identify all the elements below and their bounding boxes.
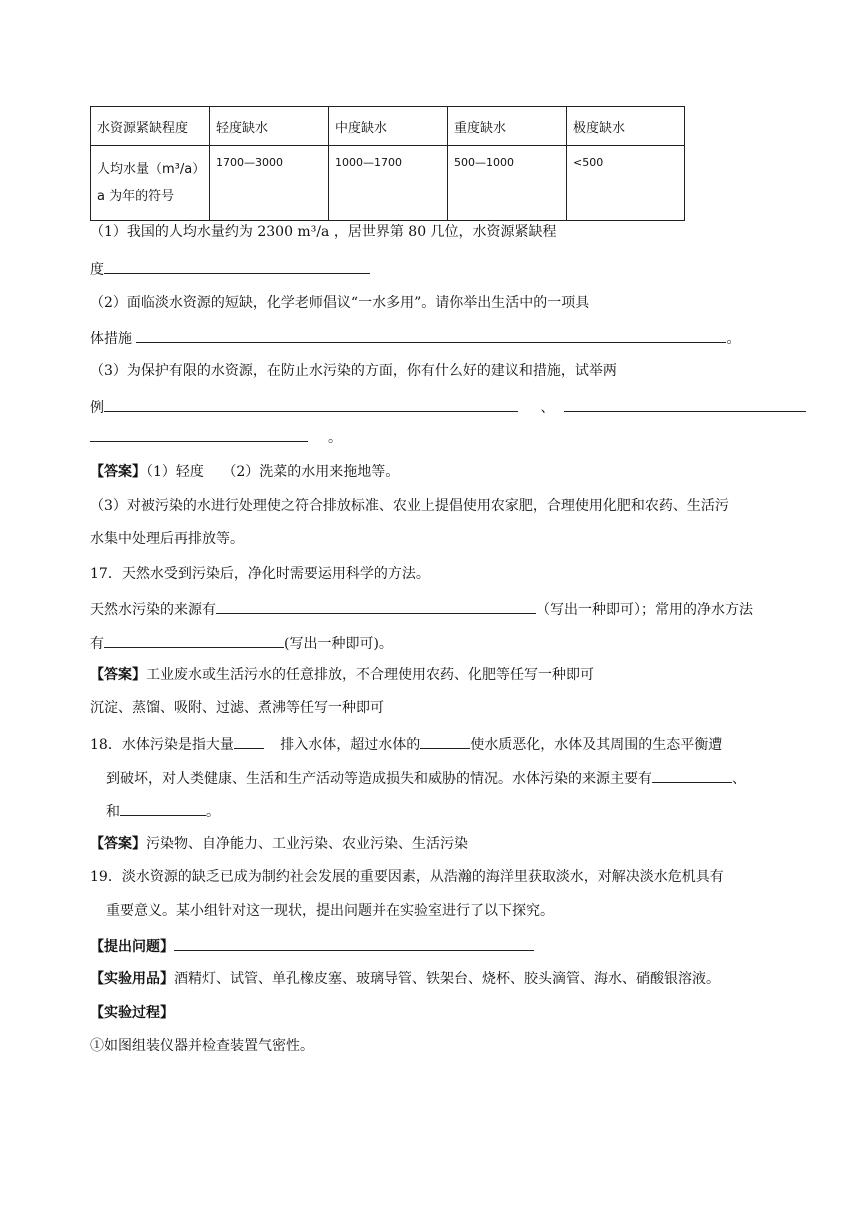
separator: 、: [540, 400, 555, 416]
q16-answer-line-2: （3）对被污染的水进行处理使之符合排放标准、农业上提倡使用农家肥，合理使用化肥和农药、生活污: [90, 498, 729, 514]
q19-question-line: [90, 935, 534, 957]
answer-blank[interactable]: [564, 396, 806, 412]
q19-step-1: ①如图组装仪器并检查装置气密性。: [90, 1038, 314, 1054]
period: 。: [726, 331, 741, 347]
q17-text: 天然水污染的来源有: [90, 602, 216, 618]
q18-line-3: [106, 800, 220, 822]
row-label-line: a 为年的符号: [97, 189, 175, 204]
q16-part2-answer-line: [90, 327, 740, 349]
table-row-label: [91, 146, 210, 221]
q16-answer: [90, 462, 399, 482]
answer-blank[interactable]: [234, 733, 264, 749]
answer-blank[interactable]: [90, 426, 308, 442]
section-label: 【实验过程】: [90, 1005, 174, 1021]
water-scarcity-table: [90, 106, 685, 221]
answer-label: 【答案】: [90, 667, 146, 683]
q19-line-1: 19．淡水资源的缺乏已成为制约社会发展的重要因素，从浩瀚的海洋里获取淡水，对解决淡水危机具有: [90, 869, 724, 885]
q16-part2-prefix: 体措施: [90, 331, 132, 347]
q18-text: 18．水体污染是指大量: [90, 737, 234, 753]
q18-text: 使水质恶化，水体及其周围的生态平衡遭: [470, 737, 723, 753]
answer-text: 工业废水或生活污水的任意排放，不合理使用农药、化肥等任写一种即可: [146, 667, 594, 683]
q16-part3-answer-line-2: [90, 426, 342, 448]
q18-line-1: [90, 733, 722, 755]
q17-answer: [90, 665, 594, 685]
q16-part2-text: （2）面临淡水资源的短缺，化学老师倡议“一水多用”。请你举出生活中的一项具: [90, 295, 590, 311]
answer-blank[interactable]: [652, 767, 732, 783]
q18-answer: [90, 834, 468, 854]
table-header-cell: 中度缺水: [329, 107, 448, 146]
answer-blank[interactable]: [104, 632, 284, 648]
q19-line-2: 重要意义。某小组针对这一现状，提出问题并在实验室进行了以下探究。: [106, 903, 554, 919]
section-label: 【实验用品】: [90, 971, 174, 987]
q16-part1-answer-line: [90, 258, 370, 280]
q16-answer-line-3: 水集中处理后再排放等。: [90, 531, 244, 547]
q18-text: 和: [106, 804, 120, 820]
answer-label: 【答案】: [90, 464, 146, 480]
answer-blank[interactable]: [136, 327, 726, 343]
period: 。: [328, 430, 342, 446]
q16-part3-text: （3）为保护有限的水资源，在防止水污染的方面，你有什么好的建议和措施，试举两: [90, 363, 617, 379]
q18-text: 、: [732, 771, 746, 787]
q16-part3-answer-line: [90, 396, 806, 418]
q16-part3-prefix: 例: [90, 400, 104, 416]
answer-blank[interactable]: [104, 258, 370, 274]
answer-label: 【答案】: [90, 836, 146, 852]
q18-text: 。: [206, 804, 220, 820]
q17-text: （写出一种即可）；常用的净水方法: [536, 602, 753, 618]
answer-blank[interactable]: [420, 733, 470, 749]
table-header-cell: 轻度缺水: [210, 107, 329, 146]
q19-process-label: [90, 1003, 174, 1023]
q19-materials: [90, 969, 720, 989]
q17-line-2: [90, 632, 393, 654]
answer-blank[interactable]: [216, 598, 536, 614]
q16-part1-suffix: 度: [90, 262, 104, 278]
table-cell: 500—1000: [448, 146, 567, 221]
table-cell: <500: [567, 146, 685, 221]
section-label: 【提出问题】: [90, 939, 174, 955]
answer-text: 污染物、自净能力、工业污染、农业污染、生活污染: [146, 836, 468, 852]
q18-line-2: [106, 767, 746, 789]
q16-part1-text: （1）我国的人均水量约为 2300 m³/a ，居世界第 80 几位，水资源紧缺程: [90, 224, 557, 240]
answer-blank[interactable]: [174, 935, 534, 951]
table-header-cell: 重度缺水: [448, 107, 567, 146]
q17-text: 有: [90, 636, 104, 652]
q18-text: 到破坏，对人类健康、生活和生产活动等造成损失和威胁的情况。水体污染的来源主要有: [106, 771, 652, 787]
answer-blank[interactable]: [104, 396, 518, 412]
materials-text: 酒精灯、试管、单孔橡皮塞、玻璃导管、铁架台、烧杯、胶头滴管、海水、硝酸银溶液。: [174, 971, 720, 987]
answer-text: （1）轻度 （2）洗菜的水用来拖地等。: [146, 464, 400, 480]
row-label-line: 人均水量（m³/a）: [97, 162, 206, 177]
answer-blank[interactable]: [120, 800, 206, 816]
table-cell: 1700—3000: [210, 146, 329, 221]
q17-line-1: [90, 598, 753, 620]
q17-text: (写出一种即可)。: [284, 636, 393, 652]
table-cell: 1000—1700: [329, 146, 448, 221]
table-header-cell: 水资源紧缺程度: [91, 107, 210, 146]
table-header-cell: 极度缺水: [567, 107, 685, 146]
q17-answer-line-2: 沉淀、蒸馏、吸附、过滤、煮沸等任写一种即可: [90, 700, 384, 716]
q17-stem: 17．天然水受到污染后，净化时需要运用科学的方法。: [90, 566, 430, 582]
q18-text: 排入水体，超过水体的: [280, 737, 421, 753]
